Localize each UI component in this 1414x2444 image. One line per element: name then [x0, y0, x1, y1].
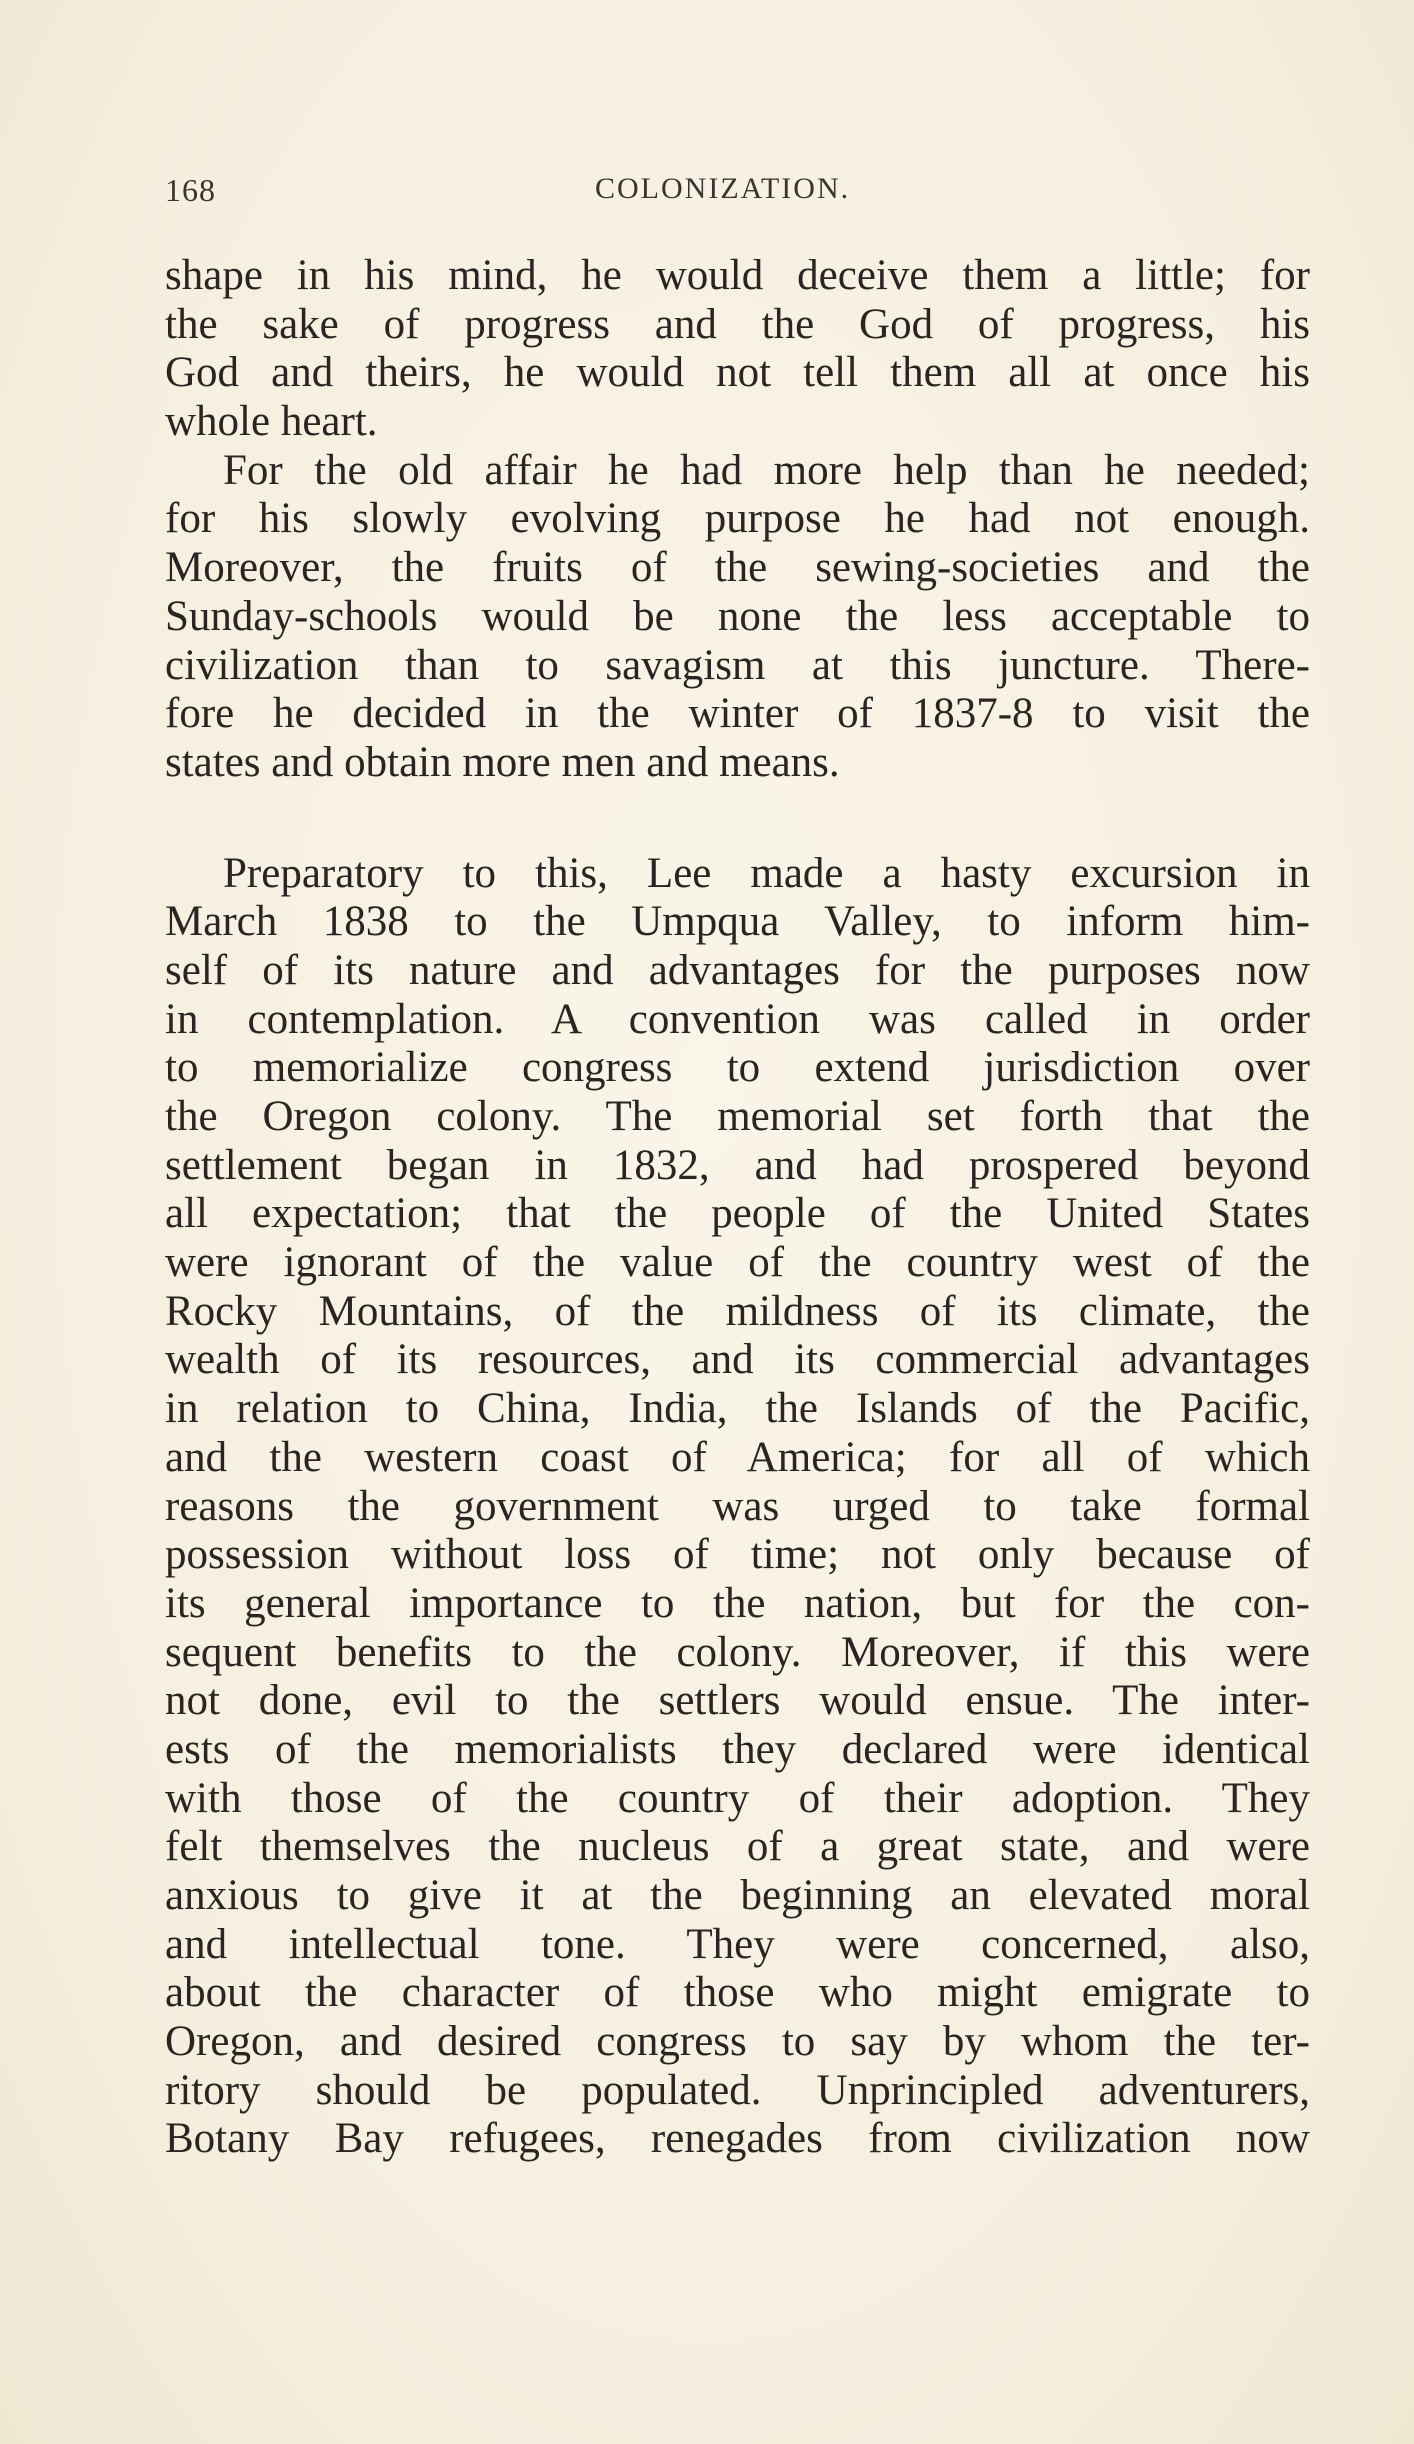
- text-line: sequent benefits to the colony. Moreover, if this were: [165, 1628, 1310, 1676]
- text-line: in contemplation. A convention was called in order: [165, 995, 1310, 1043]
- text-line: civilization than to savagism at this juncture. There-: [165, 641, 1310, 689]
- text-line: the Oregon colony. The memorial set forth that the: [165, 1093, 1310, 1140]
- text-line: felt themselves the nucleus of a great state, and were: [165, 1823, 1310, 1871]
- text-line: God and theirs, he would not tell them all at once his: [165, 349, 1310, 397]
- text-line: ritory should be populated. Unprincipled adventurers,: [165, 2066, 1310, 2114]
- text-line: with those of the country of their adoption. They: [165, 1774, 1310, 1822]
- text-line: March 1838 to the Umpqua Valley, to inform him-: [165, 898, 1310, 946]
- text-line: Botany Bay refugees, renegades from civilization now: [165, 2115, 1310, 2163]
- text-line: were ignorant of the value of the country west of the: [165, 1239, 1310, 1287]
- text-line: the sake of progress and the God of progress, his: [165, 300, 1310, 348]
- text-line: Rocky Mountains, of the mildness of its climate, the: [165, 1287, 1310, 1335]
- text-line: and the western coast of America; for all of which: [165, 1433, 1310, 1481]
- text-line: settlement began in 1832, and had prospered beyond: [165, 1141, 1310, 1189]
- running-title: COLONIZATION.: [595, 172, 851, 205]
- text-line: possession without loss of time; not only because of: [165, 1531, 1310, 1579]
- body-text: [165, 252, 1310, 2164]
- text-line: to memorialize congress to extend jurisdiction over: [165, 1044, 1310, 1092]
- paragraph-3: [165, 850, 1310, 2165]
- text-line: and intellectual tone. They were concerned, also,: [165, 1920, 1310, 1968]
- text-line: shape in his mind, he would deceive them a little; for: [165, 252, 1310, 299]
- text-line: about the character of those who might emigrate to: [165, 1969, 1310, 2017]
- text-line: Moreover, the fruits of the sewing-societies and the: [165, 544, 1310, 592]
- text-line: all expectation; that the people of the United States: [165, 1190, 1310, 1238]
- text-line: anxious to give it at the beginning an elevated moral: [165, 1872, 1310, 1919]
- section-gap: [165, 788, 1310, 850]
- text-line: fore he decided in the winter of 1837-8 to visit the: [165, 690, 1310, 738]
- paragraph-2: [165, 447, 1310, 788]
- text-line: not done, evil to the settlers would ensue. The inter-: [165, 1677, 1310, 1725]
- page-header: [165, 172, 1310, 212]
- text-line: ests of the memorialists they declared were identical: [165, 1725, 1310, 1773]
- text-line: Preparatory to this, Lee made a hasty excursion in: [223, 849, 1310, 897]
- text-line: for his slowly evolving purpose he had not enough.: [165, 495, 1310, 543]
- paragraph-1: [165, 252, 1310, 447]
- page-number: 168: [165, 172, 216, 208]
- text-line: For the old affair he had more help than he needed;: [223, 446, 1310, 494]
- text-line: Oregon, and desired congress to say by whom the ter-: [165, 2018, 1310, 2066]
- text-line: whole heart.: [165, 398, 378, 446]
- text-line: in relation to China, India, the Islands of the Pacific,: [165, 1385, 1310, 1433]
- text-line: its general importance to the nation, but for the con-: [165, 1579, 1310, 1627]
- text-line: reasons the government was urged to take formal: [165, 1482, 1310, 1530]
- text-line: states and obtain more men and means.: [165, 738, 840, 786]
- text-line: self of its nature and advantages for the purposes now: [165, 946, 1310, 994]
- text-line: wealth of its resources, and its commercial advantages: [165, 1336, 1310, 1384]
- text-line: Sunday-schools would be none the less acceptable to: [165, 592, 1310, 640]
